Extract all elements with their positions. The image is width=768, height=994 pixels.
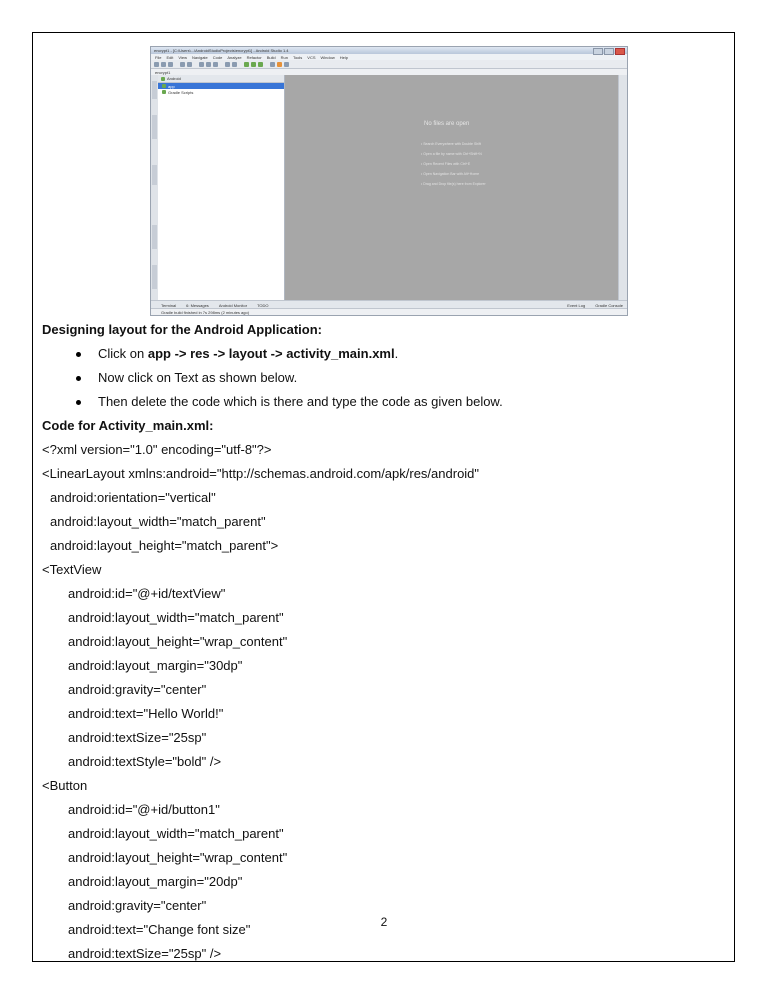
code-line: android:layout_margin="20dp": [68, 874, 243, 889]
close-icon: [615, 48, 625, 55]
menu-help: Help: [339, 54, 348, 60]
code-line: android:text="Change font size": [68, 922, 251, 937]
hint-line: • Open Navigation Bar with Alt+Home: [421, 172, 480, 176]
help-icon: [284, 62, 289, 67]
event-log-tab: Event Log: [567, 302, 586, 308]
menu-refactor: Refactor: [246, 54, 262, 60]
tree-item-gradle-scripts: [158, 89, 284, 95]
hint-line: • Open Recent Files with Ctrl+E: [421, 162, 471, 166]
menu-tools: Tools: [292, 54, 303, 60]
bullet-text: Click on: [98, 346, 148, 361]
android-icon: [161, 77, 165, 81]
page-number: 2: [380, 915, 388, 929]
bullet-text: Then delete the code which is there and type the code as given below.: [98, 394, 503, 409]
todo-tab: TODO: [257, 302, 269, 308]
messages-tab: 6: Messages: [186, 302, 209, 308]
status-message: Gradle build finished in 7s 298ms (2 minutes ago): [161, 309, 250, 315]
android-monitor-tab: Android Monitor: [218, 302, 248, 308]
menu-file: File: [155, 54, 162, 60]
bullet-path: app -> res -> layout -> activity_main.xml: [147, 346, 395, 361]
list-item: [42, 342, 722, 366]
bullet-text: .: [394, 346, 399, 361]
bullet-text: Now click on Text as shown below.: [98, 370, 298, 385]
terminal-tab: Terminal: [161, 302, 177, 308]
menu-run: Run: [280, 54, 288, 60]
copy-icon: [206, 62, 211, 67]
favorites-side-tab: [152, 225, 157, 249]
code-line: android:textSize="25sp" />: [68, 946, 222, 961]
build-variants-side-tab: [152, 265, 157, 289]
steps-list: [42, 342, 722, 414]
sync-icon: [168, 62, 173, 67]
code-line: android:layout_width="match_parent": [50, 514, 266, 529]
minimize-icon: [593, 48, 603, 55]
project-panel-header: [158, 75, 284, 83]
gradle-console-tab: Gradle Console: [595, 302, 623, 308]
maximize-icon: [604, 48, 614, 55]
ide-titlebar: [151, 47, 627, 54]
code-line: android:id="@+id/button1": [68, 802, 220, 817]
tree-item-label: app: [168, 83, 175, 89]
menu-navigate: Navigate: [191, 54, 208, 60]
code-line: android:text="Hello World!": [68, 706, 224, 721]
menu-view: View: [178, 54, 187, 60]
right-tool-strip: [618, 75, 627, 301]
code-line: android:layout_height="wrap_content": [68, 850, 288, 865]
code-line: android:gravity="center": [68, 898, 207, 913]
code-line: <TextView: [42, 562, 102, 577]
code-line: android:textStyle="bold" />: [68, 754, 222, 769]
code-line: android:layout_width="match_parent": [68, 826, 284, 841]
hint-line: • Drag and Drop file(s) here from Explorer: [421, 182, 486, 186]
paste-icon: [213, 62, 218, 67]
breadcrumb-project: encrypt1: [155, 69, 171, 75]
save-icon: [161, 62, 166, 67]
android-studio-screenshot: [150, 46, 628, 316]
code-line: android:id="@+id/textView": [68, 586, 226, 601]
no-files-message: No files are open: [424, 121, 470, 127]
menu-build: Build: [266, 54, 276, 60]
editor-hints: [421, 139, 486, 189]
code-listing: [42, 438, 722, 966]
hint-line: • Open a file by name with Ctrl+Shift+N: [421, 152, 482, 156]
debug-icon: [258, 62, 263, 67]
document-body: [42, 318, 722, 966]
code-line: android:layout_height="match_parent">: [50, 538, 279, 553]
structure-side-tab: [152, 115, 157, 139]
menu-code: Code: [212, 54, 223, 60]
replace-icon: [232, 62, 237, 67]
code-line: android:layout_height="wrap_content": [68, 634, 288, 649]
redo-icon: [187, 62, 192, 67]
project-view-selector: Android: [167, 76, 181, 81]
gradle-icon: [162, 90, 166, 94]
project-panel: [158, 75, 285, 301]
tree-item-label: Gradle Scripts: [168, 89, 194, 95]
find-icon: [225, 62, 230, 67]
folder-icon: [162, 84, 166, 88]
code-line: <?xml version="1.0" encoding="utf-8"?>: [42, 442, 272, 457]
cut-icon: [199, 62, 204, 67]
undo-icon: [180, 62, 185, 67]
code-line: android:textSize="25sp": [68, 730, 207, 745]
hint-line: • Search Everywhere with Double Shift: [421, 142, 481, 146]
build-icon: [244, 62, 249, 67]
code-line: android:layout_margin="30dp": [68, 658, 243, 673]
ide-statusbar: [151, 308, 627, 315]
code-line: <Button: [42, 778, 88, 793]
avd-manager-icon: [277, 62, 282, 67]
menu-vcs: VCS: [307, 54, 316, 60]
sdk-manager-icon: [270, 62, 275, 67]
code-heading: Code for Activity_main.xml:: [42, 418, 214, 433]
list-item: [42, 390, 722, 414]
open-icon: [154, 62, 159, 67]
section-heading: Designing layout for the Android Application:: [42, 322, 322, 337]
window-controls: [593, 48, 625, 55]
menu-edit: Edit: [166, 54, 174, 60]
code-line: android:orientation="vertical": [50, 490, 216, 505]
project-side-tab: [152, 81, 157, 99]
code-line: android:layout_width="match_parent": [68, 610, 284, 625]
run-icon: [251, 62, 256, 67]
menu-window: Window: [320, 54, 335, 60]
code-line: <LinearLayout xmlns:android="http://schemas.android.com/apk/res/android": [42, 466, 480, 481]
code-line: android:gravity="center": [68, 682, 207, 697]
ide-toolbar: [151, 60, 627, 69]
list-item: [42, 366, 722, 390]
menu-analyze: Analyze: [227, 54, 242, 60]
ide-window-title: encrypt1 - [C:\Users\...\AndroidStudioProjects\encrypt1] - Android Studio 1.4: [154, 48, 289, 53]
captures-side-tab: [152, 165, 157, 185]
